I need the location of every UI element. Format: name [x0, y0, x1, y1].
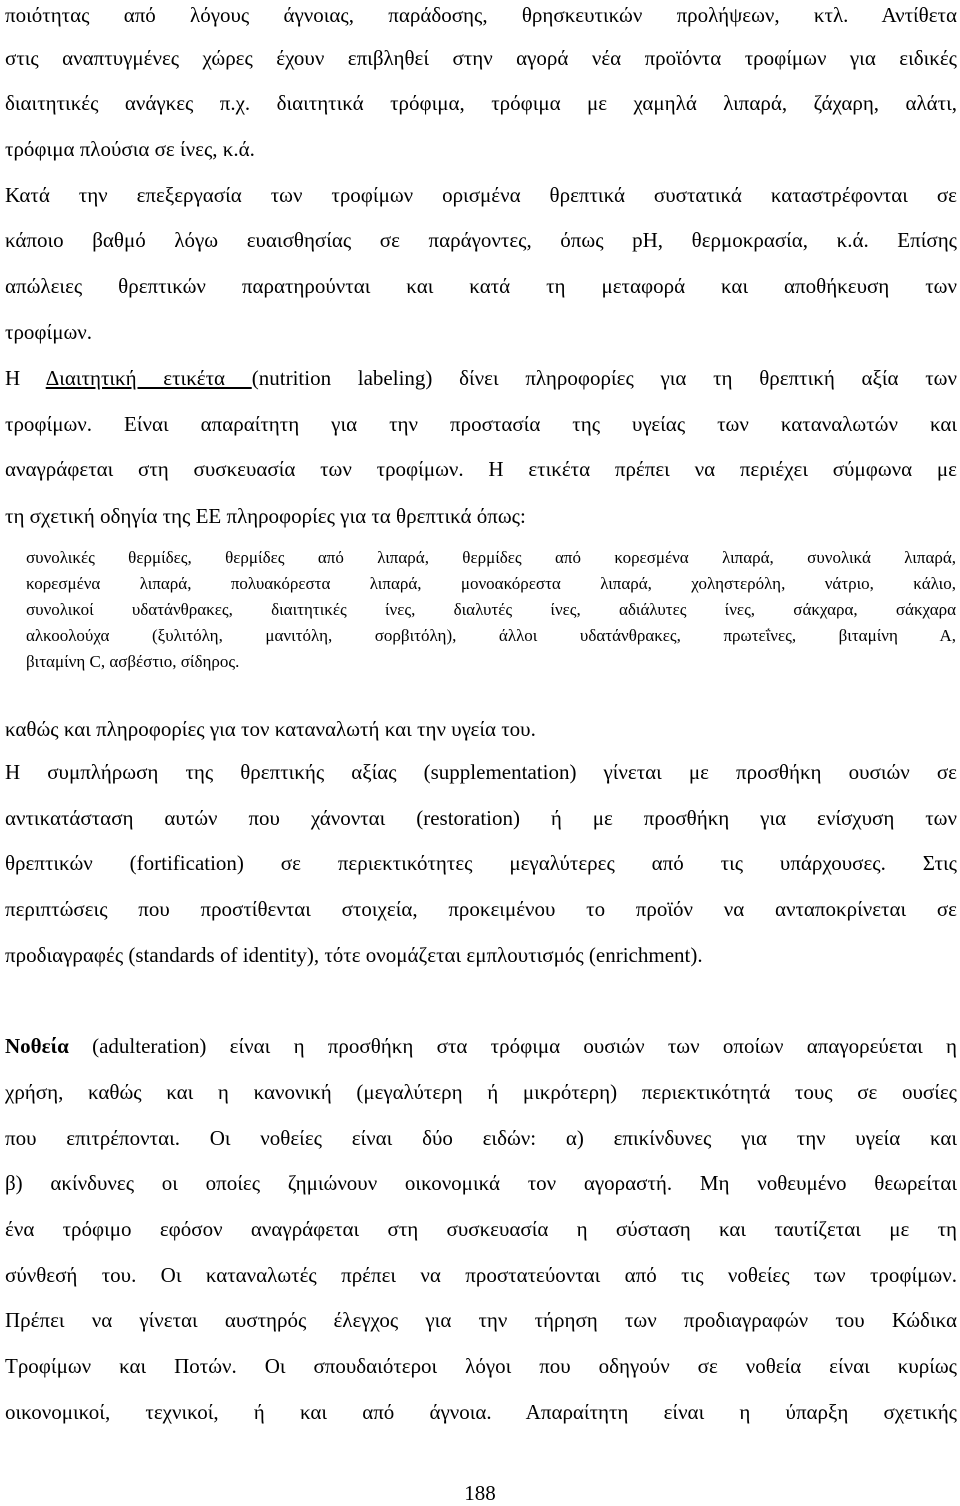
term-dietary-label: Διαιτητική ετικέτα	[45, 366, 252, 390]
text-line: τη σχετική οδηγία της ΕΕ πληροφορίες για τα θρεπτικά όπως:	[5, 504, 526, 528]
text-line: καθώς και πληροφορίες για τον καταναλωτή και την υγεία του.	[5, 717, 536, 741]
text-line: β) ακίνδυνες οι οποίες ζημιώνουν οικονομικά τον αγοραστή. Μη νοθευμένο θεωρείται	[5, 1171, 957, 1195]
text-line: αναγράφεται στη συσκευασία των τροφίμων. Η ετικέτα πρέπει να περιέχει σύμφωνα με	[5, 457, 957, 481]
text-line: θρεπτικών (fortification) σε περιεκτικότητες μεγαλύτερες από τις υπάρχουσες. Στις	[5, 851, 957, 875]
text-line: τροφίμων.	[5, 320, 93, 344]
text-line: Τροφίμων και Ποτών. Οι σπουδαιότεροι λόγοι που οδηγούν σε νοθεία είναι κυρίως	[5, 1354, 957, 1378]
text-line: Πρέπει να γίνεται αυστηρός έλεγχος για την τήρηση των προδιαγραφών του Κώδικα	[5, 1308, 957, 1332]
text-line: ένα τρόφιμο εφόσον αναγράφεται στη συσκευασία η σύσταση και ταυτίζεται με τη	[5, 1217, 957, 1241]
nutrients-line: κορεσμένα λιπαρά, πολυακόρεστα λιπαρά, μονοακόρεστα λιπαρά, χοληστερόλη, νάτριο, κάλιο,	[26, 574, 956, 593]
text-span: Η	[5, 366, 46, 390]
text-line: χρήση, καθώς και η κανονική (μεγαλύτερη ή μικρότερη) περιεκτικότητά τους σε ουσίες	[5, 1080, 957, 1104]
text-line: απώλειες θρεπτικών παρατηρούνται και κατά τη μεταφορά και αποθήκευση των	[5, 274, 957, 298]
text-line: στις αναπτυγμένες χώρες έχουν επιβληθεί στην αγορά νέα προϊόντα τροφίμων για ειδικές	[5, 46, 957, 70]
text-line: περιπτώσεις που προστίθενται στοιχεία, προκειμένου το προϊόν να ανταποκρίνεται σε	[5, 897, 957, 921]
nutrients-line: αλκοολούχα (ξυλιτόλη, μανιτόλη, σορβιτόλη), άλλοι υδατάνθρακες, πρωτεΐνες, βιταμίνη Α,	[26, 626, 956, 645]
text-line: Η συμπλήρωση της θρεπτικής αξίας (supplementation) γίνεται με προσθήκη ουσιών σε	[5, 760, 957, 784]
text-line: διαιτητικές ανάγκες π.χ. διαιτητικά τρόφιμα, τρόφιμα με χαμηλά λιπαρά, ζάχαρη, αλάτι,	[5, 91, 957, 115]
text-line	[5, 1033, 957, 1059]
nutrients-line: συνολικές θερμίδες, θερμίδες από λιπαρά, θερμίδες από κορεσμένα λιπαρά, συνολικά λιπαρά,	[26, 548, 956, 567]
page-number: 188	[464, 1481, 496, 1505]
text-span: (adulteration) είναι η προσθήκη στα τρόφιμα ουσιών των οποίων απαγορεύεται η	[68, 1034, 957, 1058]
text-line: οικονομικοί, τεχνικοί, ή και από άγνοια. Απαραίτητη είναι η ύπαρξη σχετικής	[5, 1400, 957, 1424]
text-line: τροφίμων. Είναι απαραίτητη για την προστασία της υγείας των καταναλωτών και	[5, 412, 957, 436]
text-line: ποιότητας από λόγους άγνοιας, παράδοσης, θρησκευτικών προλήψεων, κτλ. Αντίθετα	[5, 3, 957, 27]
text-line: τρόφιμα πλούσια σε ίνες, κ.ά.	[5, 137, 255, 161]
term-adulteration: Νοθεία	[5, 1034, 69, 1058]
text-line: αντικατάσταση αυτών που χάνονται (restoration) ή με προσθήκη για ενίσχυση των	[5, 806, 957, 830]
nutrients-line: συνολικοί υδατάνθρακες, διαιτητικές ίνες, διαλυτές ίνες, αδιάλυτες ίνες, σάκχαρα, σάκχαρα	[26, 600, 956, 619]
text-line: που επιτρέπονται. Οι νοθείες είναι δύο ειδών: α) επικίνδυνες για την υγεία και	[5, 1126, 957, 1150]
text-line: σύνθεσή του. Οι καταναλωτές πρέπει να προστατεύονται από τις νοθείες των τροφίμων.	[5, 1263, 957, 1287]
text-span: (nutrition labeling) δίνει πληροφορίες για τη θρεπτική αξία των	[251, 366, 957, 390]
text-line: προδιαγραφές (standards of identity), τότε ονομάζεται εμπλουτισμός (enrichment).	[5, 943, 703, 967]
text-line: Κατά την επεξεργασία των τροφίμων ορισμένα θρεπτικά συστατικά καταστρέφονται σε	[5, 183, 957, 207]
text-line	[5, 365, 957, 391]
nutrients-line: βιταμίνη C, ασβέστιο, σίδηρος.	[26, 652, 240, 671]
text-line: κάποιο βαθμό λόγω ευαισθησίας σε παράγοντες, όπως pH, θερμοκρασία, κ.ά. Επίσης	[5, 228, 957, 252]
